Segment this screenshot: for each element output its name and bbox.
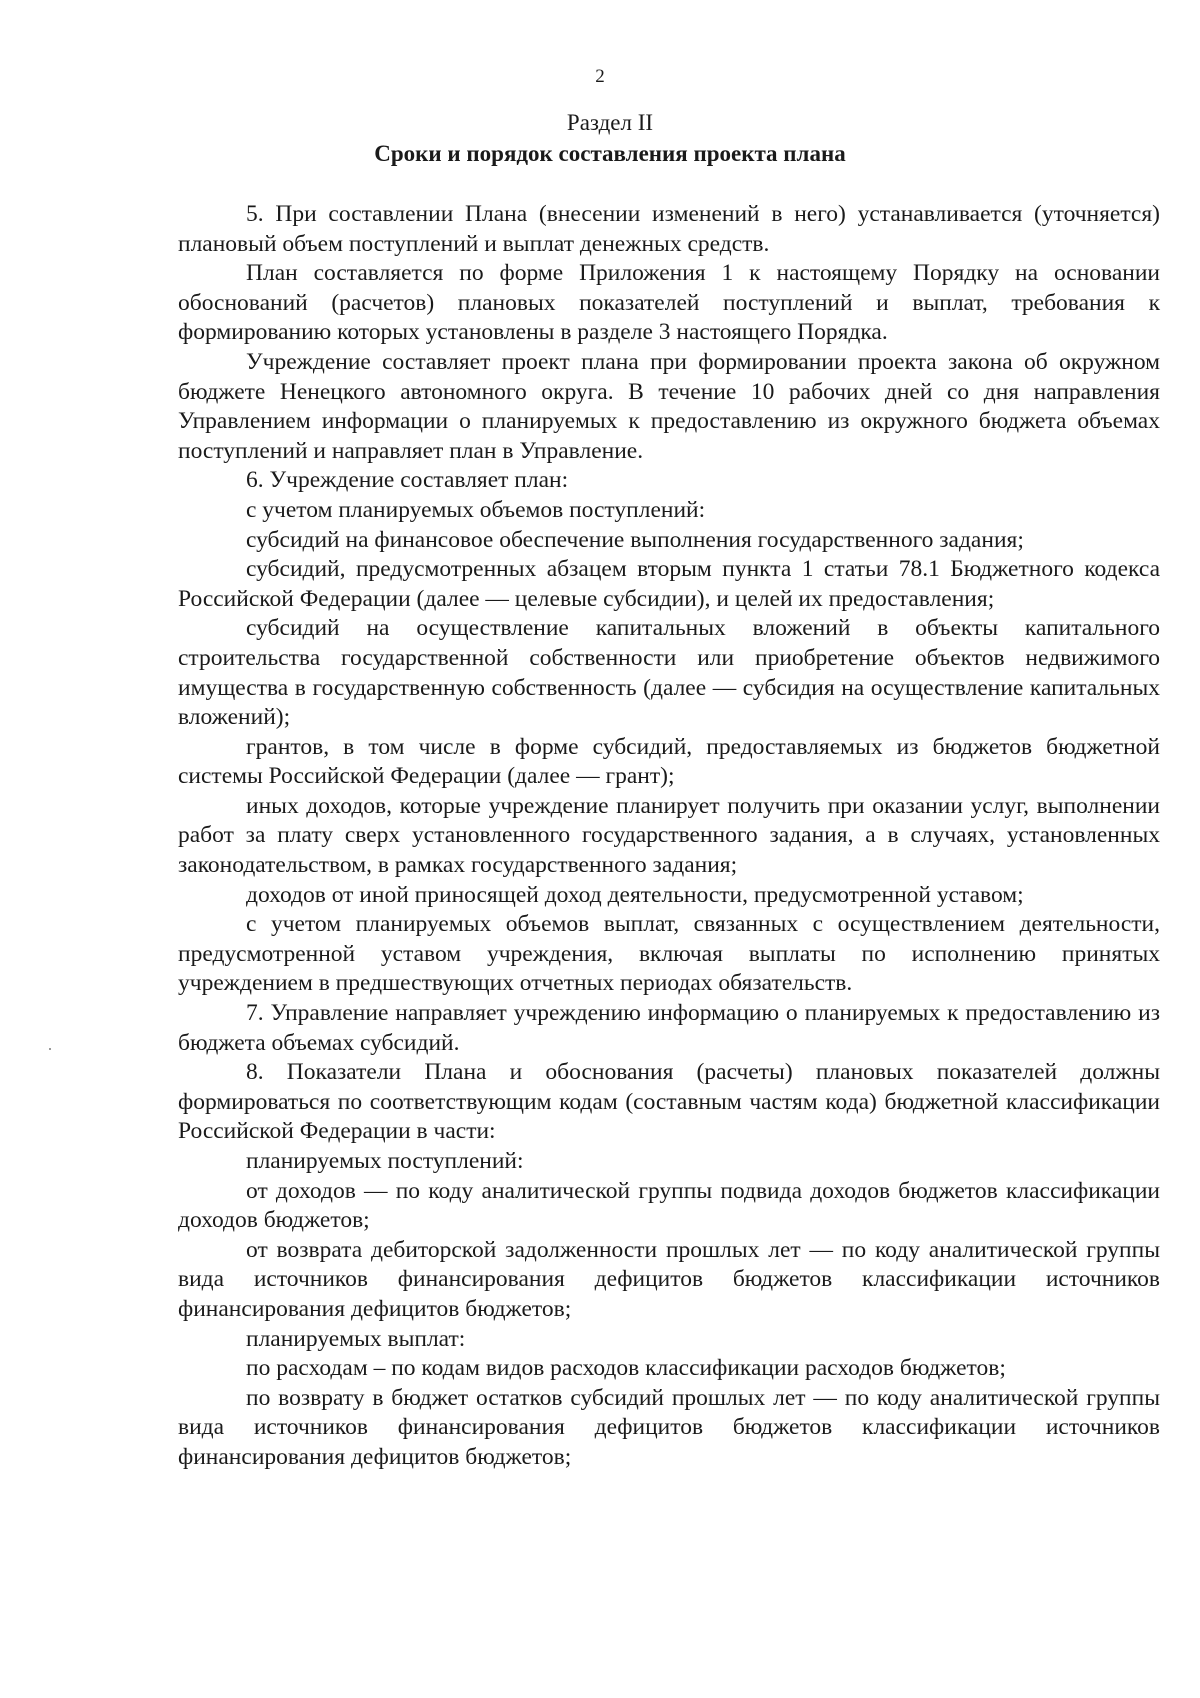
paragraph: иных доходов, которые учреждение планирует получить при оказании услуг, выполнении работ за плату сверх установленного государственного задания, а в случаях, установленных законодательством, в рамках государственного задания; [178,792,1160,879]
paragraph: грантов, в том числе в форме субсидий, предоставляемых из бюджетов бюджетной системы Российской Федерации (далее — грант); [178,733,1160,790]
paragraph: по возврату в бюджет остатков субсидий прошлых лет — по коду аналитической группы вида источников финансирования дефицитов бюджетов классификации источников финансирования дефицитов бюджетов; [178,1384,1160,1470]
paragraph: субсидий, предусмотренных абзацем вторым пункта 1 статьи 78.1 Бюджетного кодекса Российской Федерации (далее — целевые субсидии), и целей их предоставления; [178,556,1160,612]
paragraph: 5. При составлении Плана (внесении изменений в него) устанавливается (уточняется) плановый объем поступлений и выплат денежных средств. [178,201,1160,257]
document-body [178,200,1160,1473]
paragraph: 8. Показатели Плана и обоснования (расчеты) плановых показателей должны формироваться по соответствующим кодам (составным частям кода) бюджетной классификации Российской Федерации в части: [178,1059,1160,1145]
section-title: Сроки и порядок составления проекта плана [374,141,846,166]
paragraph: по расходам – по кодам видов расходов классификации расходов бюджетов; [246,1355,1006,1382]
paragraph: от возврата дебиторской задолженности прошлых лет — по коду аналитической группы вида источников финансирования дефицитов бюджетов классификации источников финансирования дефицитов бюджетов; [178,1236,1160,1322]
page-number: 2 [595,66,605,87]
paragraph: План составляется по форме Приложения 1 к настоящему Порядку на основании обоснований (расчетов) плановых показателей поступлений и выплат, требования к формированию которых установлены в разделе 3 настоящего Порядка. [178,260,1160,346]
paragraph: планируемых поступлений: [246,1148,524,1174]
paragraph: планируемых выплат: [246,1325,466,1352]
section-label: Раздел II [566,110,654,135]
paragraph: с учетом планируемых объемов выплат, связанных с осуществлением деятельности, предусмотренной уставом учреждения, включая выплаты по исполнению принятых учреждением в предшествующих отчетных периодах обязательств. [178,911,1160,997]
paragraph: от доходов — по коду аналитической группы подвида доходов бюджетов классификации доходов бюджетов; [178,1177,1160,1234]
paragraph: 7. Управление направляет учреждению информацию о планируемых к предоставлению из бюджета объемах субсидий. [178,1000,1160,1056]
paragraph: 6. Учреждение составляет план: [246,467,569,494]
paragraph: Учреждение составляет проект плана при формировании проекта закона об окружном бюджете Ненецкого автономного округа. В течение 10 рабочих дней со дня направления Управлением информации о планируемых к предоставлению из окружного бюджета объемах поступлений и направляет план в Управление. [178,348,1160,464]
scan-artifact [49,1048,51,1050]
paragraph: субсидий на осуществление капитальных вложений в объекты капитального строительства государственной собственности или приобретение объектов недвижимого имущества в государственную собственность (далее — субсидия на осуществление капитальных вложений); [178,615,1160,731]
paragraph: с учетом планируемых объемов поступлений: [246,496,706,523]
paragraph: субсидий на финансовое обеспечение выполнения государственного задания; [246,526,1024,553]
paragraph: доходов от иной приносящей доход деятельности, предусмотренной уставом; [246,881,1024,908]
